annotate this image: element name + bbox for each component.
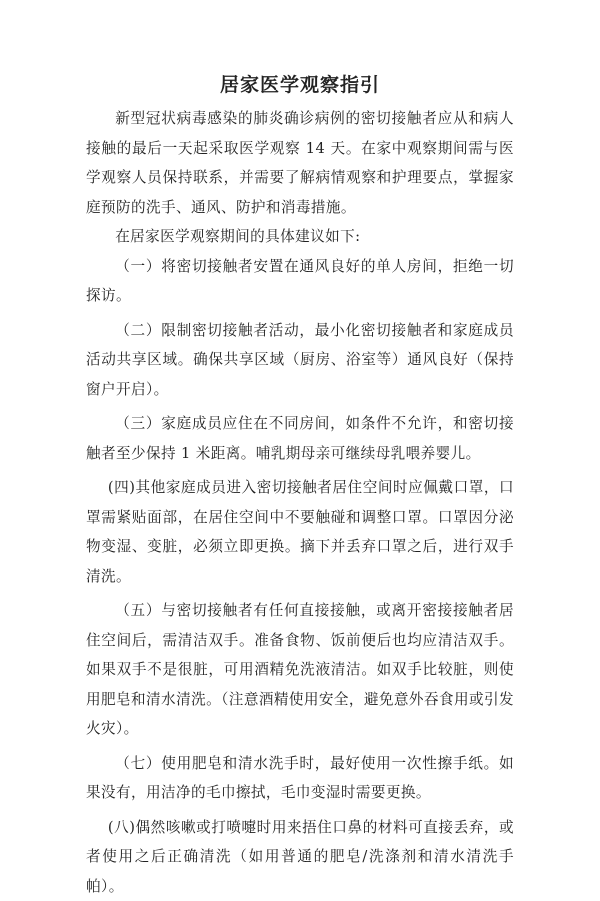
item-8-paragraph: (八)偶然咳嗽或打喷嚏时用来捂住口鼻的材料可直接丢弃，或者使用之后正确清洗（如用普通的肥皂/洗涤剂和清水清洗手帕）。 [86,813,514,901]
item-1-paragraph: （一）将密切接触者安置在通风良好的单人房间，拒绝一切探访。 [86,252,514,311]
document-title: 居家医学观察指引 [86,72,514,98]
item-2-paragraph: （二）限制密切接触者活动，最小化密切接触者和家庭成员活动共享区域。确保共享区域（厨房、浴室等）通风良好（保持窗户开启）。 [86,316,514,405]
recommendations-intro: 在居家医学观察期间的具体建议如下: [86,222,514,252]
item-7-paragraph: （七）使用肥皂和清水洗手时，最好使用一次性擦手纸。如果没有，用洁净的毛巾擦拭，毛巾变湿时需要更换。 [86,749,514,808]
item-5-paragraph: （五）与密切接触者有任何直接接触，或离开密接接触者居住空间后，需清洁双手。准备食物、饭前便后也均应清洁双手。如果双手不是很脏，可用酒精免洗液清洁。如双手比较脏，则使用肥皂和清水清洗。（注意酒精使用安全，避免意外吞食用或引发火灾）。 [86,596,514,744]
item-3-paragraph: （三）家庭成员应住在不同房间，如条件不允许，和密切接触者至少保持 1 米距离。哺乳期母亲可继续母乳喂养婴儿。 [86,409,514,468]
item-4-paragraph: (四)其他家庭成员进入密切接触者居住空间时应佩戴口罩，口罩需紧贴面部，在居住空间中不要触碰和调整口罩。口罩因分泌物变湿、变脏，必须立即更换。摘下并丢弃口罩之后，进行双手清洗。 [86,473,514,591]
intro-paragraph: 新型冠状病毒感染的肺炎确诊病例的密切接触者应从和病人接触的最后一天起采取医学观察 14 天。在家中观察期间需与医学观察人员保持联系，并需要了解病情观察和护理要点，掌握家庭预防的洗手、通风、防护和消毒措施。 [86,104,514,222]
